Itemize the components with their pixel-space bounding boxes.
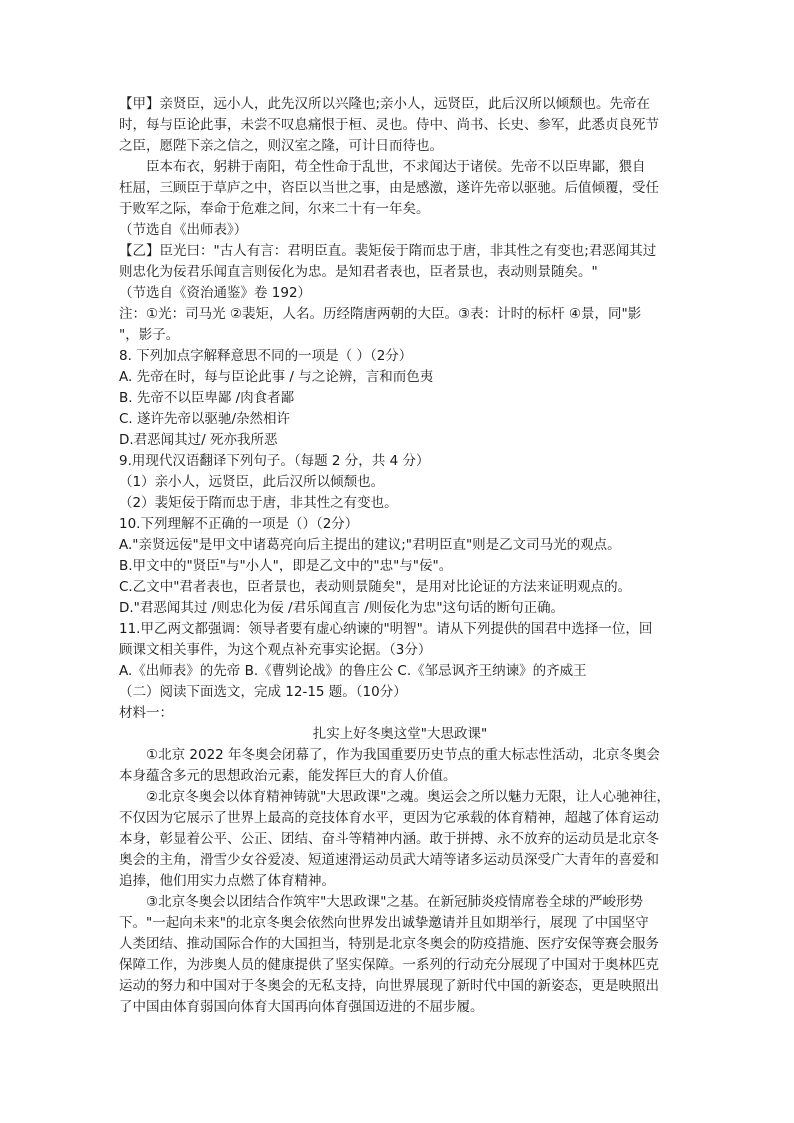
question-10 [119, 514, 681, 619]
question-option: D."君恶闻其过 /则忠化为佞 /君乐闻直言 /则佞化为忠"这句话的断句正确。 [119, 600, 565, 616]
article-line: 人类团结、推动国际合作的大国担当，特别是北京冬奥会的防疫措施、医疗安保等赛会服务 [119, 936, 659, 952]
question-option: A. 先帝在时，每与臣论此事 / 与之论辨，言和而色夷 [119, 369, 434, 385]
article-line: 了中国由体育弱国向体育大国再向体育强国迈进的不屈步履。 [119, 999, 484, 1015]
passage-yi-line: 则忠化为佞君乐闻直言则佞化为忠。是知君者表也，臣者景也，表动则景随矣。" [119, 264, 598, 280]
article-line: ①北京 2022 年冬奥会闭幕了，作为我国重要历史节点的重大标志性活动，北京冬奥会 [146, 747, 661, 763]
article-line: 下。"一起向未来"的北京冬奥会依然向世界发出诚挚邀请并且如期举行，展现 了中国坚守 [119, 915, 649, 931]
question-8 [119, 346, 681, 451]
passage-jia-line: 枉屈，三顾臣于草庐之中，咨臣以当世之事，由是感激，遂许先帝以驱驰。后值倾覆，受任 [119, 180, 659, 196]
article-line: 本身蕴含多元的思想政治元素，能发挥巨大的育人价值。 [119, 768, 457, 784]
passage-jia-line: 于败军之际，奉命于危难之间，尔来二十有一年矣。 [119, 201, 430, 217]
material-label: 材料一： [119, 705, 173, 721]
exam-page [119, 94, 681, 1018]
article-line: 保障工作，为涉奥人员的健康提供了坚实保障。一系列的行动充分展现了中国对于奥林匹克 [119, 957, 659, 973]
article-line: 运动的努力和中国对于冬奥会的无私支持，向世界展现了新时代中国的新姿态，更是映照出 [119, 978, 659, 994]
question-9 [119, 451, 681, 514]
question-11 [119, 619, 681, 682]
section-2 [119, 682, 681, 724]
annotations [119, 304, 681, 346]
article [119, 724, 681, 1018]
question-item: （1）亲小人，远贤臣，此后汉所以倾颓也。 [119, 474, 385, 490]
passage-jia-source: （节选自《出师表》） [119, 222, 248, 238]
question-stem: 10.下列理解不正确的一项是（）（2分） [119, 516, 359, 532]
annotation-line: "，影子。 [119, 327, 180, 343]
article-title: 扎实上好冬奥这堂"大思政课" [312, 726, 488, 742]
question-stem: 9.用现代汉语翻译下列句子。（每题 2 分，共 4 分） [119, 453, 430, 469]
article-line: 不仅因为它展示了世界上最高的竞技体育水平，更因为它承载的体育精神，超越了体育运动 [119, 810, 659, 826]
annotation-line: 注：①光：司马光 ②裴矩，人名。历经隋唐两朝的大臣。③表：计时的标杆 ④景，同"影 [119, 306, 642, 322]
question-item: （2）裴矩佞于隋而忠于唐，非其性之有变也。 [119, 495, 398, 511]
article-line: 奥会的主角，滑雪少女谷爱凌、短道速滑运动员武大靖等诸多运动员深受广大青年的喜爱和 [119, 852, 659, 868]
question-option: D.君恶闻其过/ 死亦我所恶 [119, 432, 278, 448]
passage-jia-line: 时，每与臣论此事，未尝不叹息痛恨于桓、灵也。侍中、尚书、长史、参军，此悉贞良死节 [119, 117, 659, 133]
passage-yi-source: （节选自《资治通鉴》卷 192） [119, 285, 312, 301]
article-line: ②北京冬奥会以体育精神铸就"大思政课"之魂。奥运会之所以魅力无限，让人心驰神往， [146, 789, 671, 805]
question-stem: 8. 下列加点字解释意思不同的一项是（ ）（2分） [119, 348, 413, 364]
question-option: B.甲文中的"贤臣"与"小人"，即是乙文中的"忠"与"佞"。 [119, 558, 453, 574]
passage-yi-line: 【乙】臣光曰："古人有言：君明臣直。裴矩佞于隋而忠于唐，非其性之有变也;君恶闻其过 [119, 243, 657, 259]
passage-yi [119, 241, 681, 304]
passage-jia [119, 94, 681, 241]
question-line: A.《出师表》的先帝 B.《曹刿论战》的鲁庄公 C.《邹忌讽齐王纳谏》的齐威王 [119, 663, 587, 679]
passage-jia-line: 【甲】亲贤臣，远小人，此先汉所以兴隆也;亲小人，远贤臣，此后汉所以倾颓也。先帝在 [119, 96, 651, 112]
question-option: C.乙文中"君者表也，臣者景也，表动则景随矣"，是用对比论证的方法来证明观点的。 [119, 579, 632, 595]
passage-jia-line: 之臣，愿陛下亲之信之，则汉室之隆，可计日而待也。 [119, 138, 443, 154]
question-option: C. 遂许先帝以驱驰/杂然相许 [119, 411, 291, 427]
article-line: ③北京冬奥会以团结合作筑牢"大思政课"之基。在新冠肺炎疫情席卷全球的严峻形势 [146, 894, 644, 910]
article-line: 追捧，他们用实力点燃了体育精神。 [119, 873, 335, 889]
passage-jia-line: 臣本布衣，躬耕于南阳，苟全性命于乱世，不求闻达于诸侯。先帝不以臣卑鄙，猥自 [146, 159, 646, 175]
section-heading: （二）阅读下面选文，完成 12-15 题。（10分） [119, 684, 407, 700]
question-option: A."亲贤远佞"是甲文中诸葛亮向后主提出的建议;"君明臣直"则是乙文司马光的观点。 [119, 537, 621, 553]
question-line: 顾课文相关事件，为这个观点补充事实论据。（3分） [119, 642, 432, 658]
article-line: 本身，彰显着公平、公正、团结、奋斗等精神内涵。敢于拼搏、永不放弃的运动员是北京冬 [119, 831, 659, 847]
question-option: B. 先帝不以臣卑鄙 /肉食者鄙 [119, 390, 295, 406]
question-line: 11.甲乙两文都强调：领导者要有虚心纳谏的"明智"。请从下列提供的国君中选择一位，回 [119, 621, 653, 637]
